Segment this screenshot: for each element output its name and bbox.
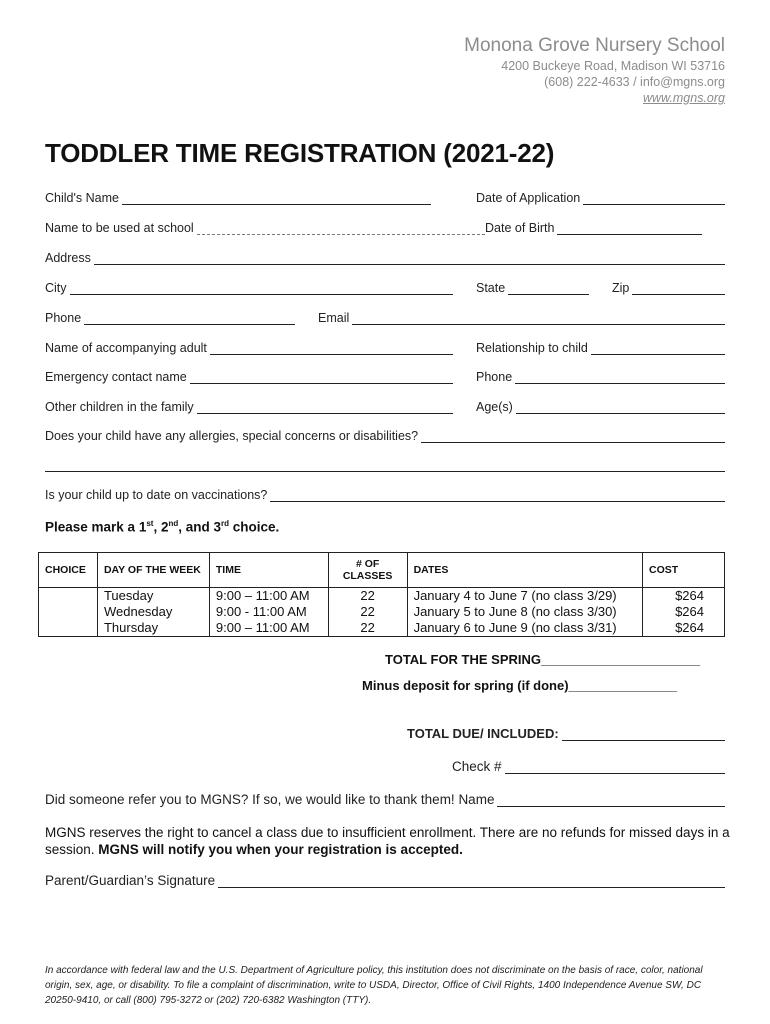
check-number-label: Check # (452, 759, 502, 774)
city-input[interactable] (70, 280, 453, 295)
city-field[interactable] (45, 280, 453, 295)
day-cell: Tuesday (97, 588, 209, 605)
date-of-birth-field[interactable] (485, 220, 702, 235)
nondiscrimination-statement: In accordance with federal law and the U.S. Department of Agriculture policy, this institution does not discriminate on the basis of race, color, national origin, sex, age, or disability. To file a complaint of discrimination, write to USDA, Director, Office of Civil Rights, 1400 Independence Avenue SW, DC 20250-9410, or call (800) 795-3272 or (202) 720-6382 Washington (TTY). (45, 965, 703, 1006)
name-at-school-label: Name to be used at school (45, 221, 194, 235)
ordinal-suffix: st (146, 519, 154, 528)
allergies-field[interactable] (45, 428, 725, 443)
notice-text: MGNS reserves the right to cancel a class due to insufficient enrollment. There are no refunds for missed days in a session. (45, 825, 730, 857)
emergency-contact-field[interactable] (45, 369, 453, 384)
referral-label: Did someone refer you to MGNS? If so, we would like to thank them! Name (45, 792, 495, 807)
column-header-choice: CHOICE (39, 553, 98, 588)
enrollment-notice (45, 824, 735, 858)
choice-instructions-text: , and 3 (178, 519, 222, 535)
city-label: City (45, 281, 67, 295)
ordinal-suffix: rd (221, 519, 230, 528)
cost-cell: $264 (643, 604, 725, 620)
cost-cell: $264 (643, 620, 725, 637)
accompanying-adult-field[interactable] (45, 340, 453, 355)
cost-cell: $264 (643, 588, 725, 605)
total-due-label: TOTAL DUE/ INCLUDED: (407, 726, 559, 741)
state-field[interactable] (476, 280, 589, 295)
address-input[interactable] (94, 250, 725, 265)
deposit-field[interactable]: Minus deposit for spring (if done)_______________ (362, 678, 677, 693)
dates-cell: January 5 to June 8 (no class 3/30) (407, 604, 642, 620)
other-children-input[interactable] (197, 399, 453, 414)
email-input[interactable] (352, 310, 725, 325)
check-number-input[interactable] (505, 759, 725, 774)
child-name-label: Child's Name (45, 191, 119, 205)
column-header-time: TIME (209, 553, 328, 588)
date-of-birth-label: Date of Birth (485, 221, 555, 235)
time-cell: 9:00 – 11:00 AM (209, 620, 328, 637)
vaccinations-field[interactable] (45, 487, 725, 502)
school-address: 4200 Buckeye Road, Madison WI 53716 (501, 59, 725, 73)
phone-label: Phone (45, 311, 82, 325)
date-of-application-input[interactable] (583, 190, 725, 205)
total-due-input[interactable] (562, 726, 725, 741)
email-field[interactable] (318, 310, 725, 325)
referral-field[interactable] (45, 792, 725, 807)
day-cell: Thursday (97, 620, 209, 637)
phone-field[interactable] (45, 310, 295, 325)
school-website-link[interactable]: www.mgns.org (643, 91, 725, 105)
column-header-day: DAY OF THE WEEK (97, 553, 209, 588)
ordinal-suffix: nd (168, 519, 179, 528)
time-cell: 9:00 - 11:00 AM (209, 604, 328, 620)
zip-field[interactable] (612, 280, 725, 295)
other-children-field[interactable] (45, 399, 453, 414)
total-due-field[interactable] (407, 726, 725, 741)
zip-input[interactable] (632, 280, 725, 295)
accompanying-adult-label: Name of accompanying adult (45, 341, 207, 355)
classes-cell: 22 (328, 604, 407, 620)
classes-cell: 22 (328, 588, 407, 605)
referral-input[interactable] (497, 792, 725, 807)
email-label: Email (318, 311, 350, 325)
school-header (464, 34, 725, 106)
name-at-school-field[interactable] (45, 220, 485, 235)
signature-field[interactable] (45, 873, 725, 888)
table-row (39, 604, 725, 620)
day-cell: Wednesday (97, 604, 209, 620)
emergency-contact-input[interactable] (190, 369, 453, 384)
allergies-label: Does your child have any allergies, special concerns or disabilities? (45, 429, 419, 443)
zip-label: Zip (612, 281, 630, 295)
table-header-row (39, 553, 725, 588)
child-name-input[interactable] (122, 190, 431, 205)
allergies-input[interactable] (421, 428, 725, 443)
time-cell: 9:00 – 11:00 AM (209, 588, 328, 605)
choice-instructions (45, 519, 279, 535)
address-field[interactable] (45, 250, 725, 265)
state-label: State (476, 281, 506, 295)
choice-instructions-text: choice. (229, 519, 280, 535)
relationship-input[interactable] (591, 340, 725, 355)
school-name: Monona Grove Nursery School (464, 35, 725, 56)
emergency-contact-label: Emergency contact name (45, 370, 187, 384)
table-row (39, 588, 725, 605)
address-label: Address (45, 251, 91, 265)
allergies-continued-input[interactable] (45, 457, 725, 472)
school-contact: (608) 222-4633 / info@mgns.org (544, 75, 725, 89)
name-at-school-input[interactable] (197, 220, 485, 235)
total-spring-field[interactable]: TOTAL FOR THE SPRING______________________ (385, 652, 701, 667)
choice-instructions-text: , 2 (153, 519, 169, 535)
column-header-cost: COST (643, 553, 725, 588)
classes-cell: 22 (328, 620, 407, 637)
signature-input[interactable] (218, 873, 725, 888)
emergency-phone-field[interactable] (476, 369, 725, 384)
table-row (39, 620, 725, 637)
ages-label: Age(s) (476, 400, 513, 414)
choice-cell[interactable] (39, 588, 98, 637)
relationship-label: Relationship to child (476, 341, 588, 355)
state-input[interactable] (508, 280, 589, 295)
child-name-field[interactable] (45, 190, 431, 205)
signature-label: Parent/Guardian’s Signature (45, 873, 216, 888)
relationship-field[interactable] (476, 340, 725, 355)
emergency-phone-input[interactable] (515, 369, 725, 384)
dates-cell: January 6 to June 9 (no class 3/31) (407, 620, 642, 637)
notice-bold-text: MGNS will notify you when your registration is accepted. (98, 842, 463, 857)
date-of-birth-input[interactable] (557, 220, 702, 235)
allergies-continued-field[interactable] (45, 457, 725, 472)
vaccinations-input[interactable] (270, 487, 725, 502)
choice-instructions-text: Please mark a 1 (45, 519, 147, 535)
accompanying-adult-input[interactable] (210, 340, 453, 355)
ages-field[interactable] (476, 399, 725, 414)
dates-cell: January 4 to June 7 (no class 3/29) (407, 588, 642, 605)
vaccinations-label: Is your child up to date on vaccinations? (45, 488, 268, 502)
date-of-application-field[interactable] (476, 190, 725, 205)
column-header-classes: # OF CLASSES (328, 553, 407, 588)
date-of-application-label: Date of Application (476, 191, 581, 205)
column-header-dates: DATES (407, 553, 642, 588)
check-number-field[interactable] (452, 759, 725, 774)
emergency-phone-label: Phone (476, 370, 513, 384)
other-children-label: Other children in the family (45, 400, 194, 414)
ages-input[interactable] (516, 399, 725, 414)
phone-input[interactable] (84, 310, 295, 325)
schedule-table (38, 552, 725, 637)
page-title: TODDLER TIME REGISTRATION (2021-22) (45, 138, 555, 168)
